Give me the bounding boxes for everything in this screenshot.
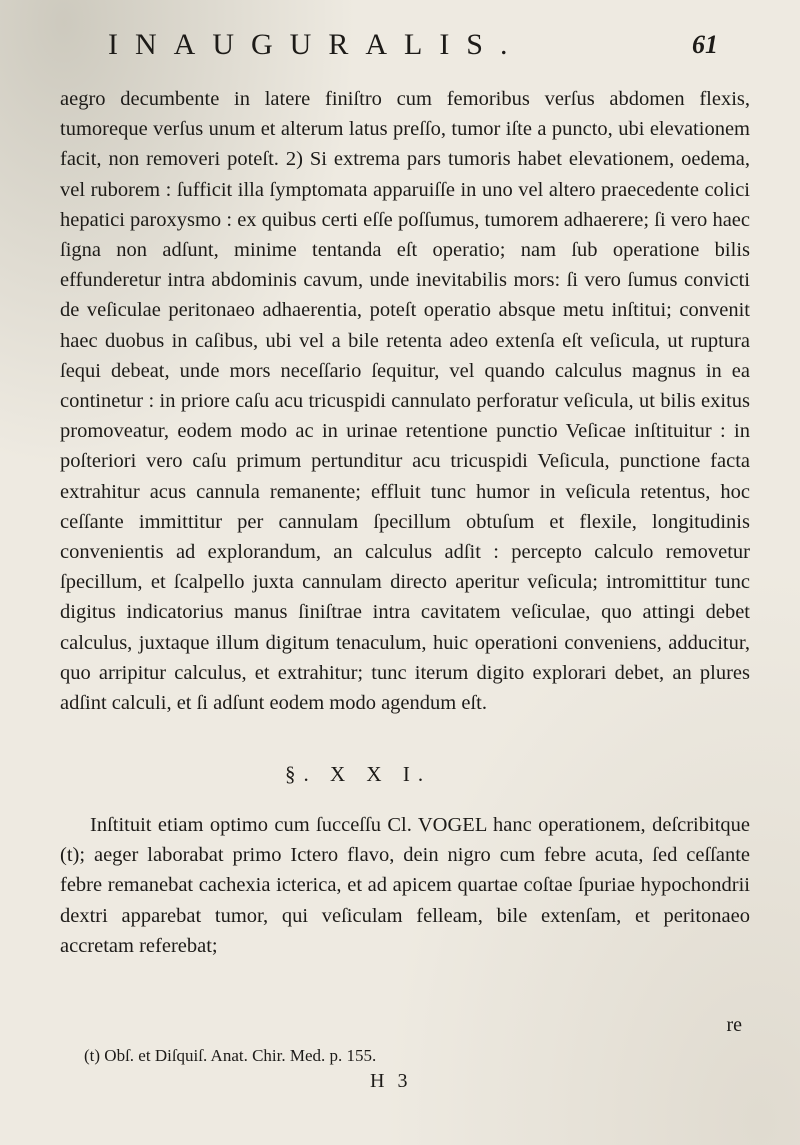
page-number: 61 [692, 30, 718, 59]
section-heading: §. X X I. [285, 762, 432, 786]
paragraph-text: Inſtituit etiam optimo cum ſucceſſu Cl. VOGEL hanc operationem, deſcribitque (t); aeger laborabat primo Ictero flavo, dein nigro cum febre acuta, ſed ceſſante febre remanebat cachexia icterica, et ad apicem quartae coſtae ſpuriae hypochondrii dextri apparebat tumor, qui veſiculam felleam, bile extenſam, et peritonaeo accretam referebat; [60, 814, 750, 957]
body-paragraph-2 [60, 810, 750, 961]
running-head: INAUGURALIS. [108, 28, 525, 61]
footnote: (t) Obſ. et Diſquiſ. Anat. Chir. Med. p. 155. [84, 1046, 377, 1065]
paragraph-text: aegro decumbente in latere finiſtro cum femoribus verſus abdomen flexis, tumoreque verſus unum et alterum latus preſſo, tumor iſte a puncto, ubi elevationem facit, non removeri poteſt. 2) Si extrema pars tumoris habet elevationem, oedema, vel ruborem : ſufficit illa ſymptomata apparuiſſe in uno vel altero praecedente colici hepatici paroxysmo : ex quibus certi eſſe poſſumus, tumorem adhaerere; ſi vero haec ſigna non adſunt, minime tentanda eſt operatio; nam ſub operatione bilis effunderetur intra abdominis cavum, unde inevitabilis mors: ſi vero ſumus convicti de veſiculae peritonaeo adhaerentia, poteſt operatio absque metu inſtitui; convenit haec duobus in caſibus, ubi vel a bile retenta adeo extenſa eſt veſicula, ut ruptura ſequi debeat, unde mors neceſſario ſequitur, vel quando calculus magnus in ea continetur : in priore caſu acu tricuspidi cannulato perforatur veſicula, ut bilis exitus promoveatur, eodem modo ac in urinae retentione punctio Veſicae inſtituitur : in poſteriori vero caſu primum pertunditur acu tricuspidi Veſicula, punctione facta extrahitur acus cannula remanente; effluit tunc humor in veſicula retentus, hoc ceſſante immittitur per cannulam ſpecillum obtuſum et flexile, longitudinis convenientis ad explorandum, an calculus adſit : percepto calculo removetur ſpecillum, et ſcalpello juxta cannulam directo aperitur veſicula; intromittitur tunc digitus indicatorius manus ſiniſtrae intra cavitatem veſiculae, quo attingi debet calculus, juxtaque illum digitum tenaculum, huic operationi conveniens, adducitur, quo arripitur calculus, et extrahitur; tunc iterum digito explorari debet, an plures adſint calculi, et ſi adſunt eodem modo agendum eſt. [60, 88, 750, 715]
page-header [108, 28, 718, 68]
catchword: re [726, 1014, 742, 1036]
body-paragraph-1 [60, 84, 750, 718]
signature-mark: H 3 [370, 1070, 412, 1092]
